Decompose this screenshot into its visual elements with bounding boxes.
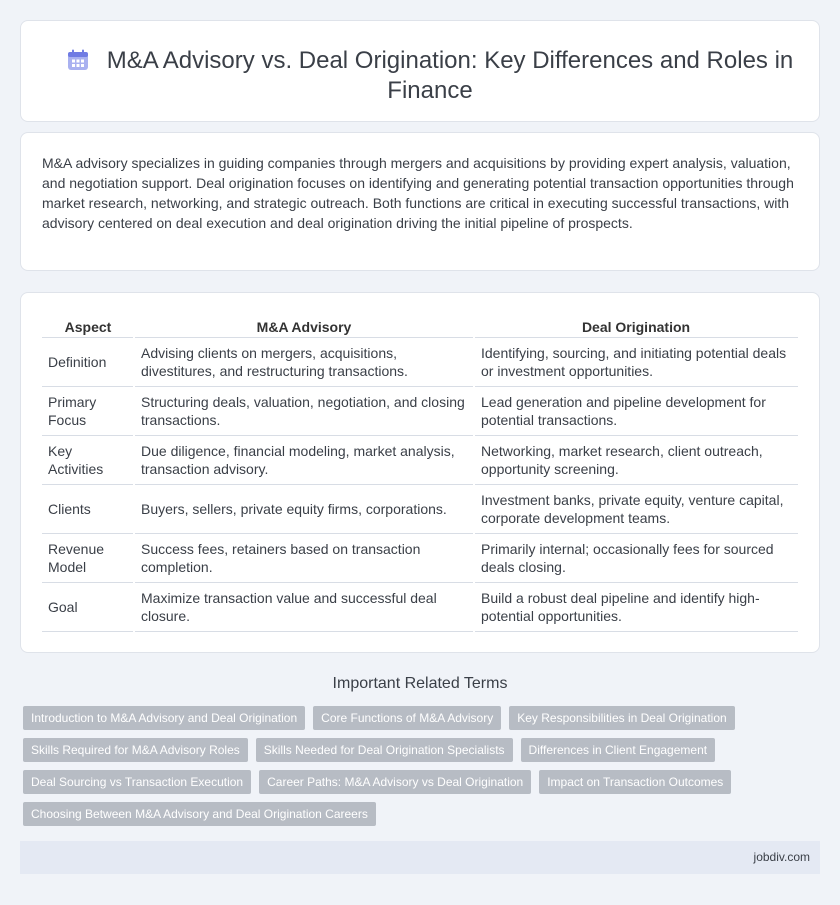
footer-site-link[interactable]: jobdiv.com [753, 850, 810, 864]
related-term-tag[interactable]: Deal Sourcing vs Transaction Execution [23, 770, 251, 794]
ma-advisory-cell: Buyers, sellers, private equity firms, corporations. [134, 484, 474, 533]
tag-row [23, 706, 813, 730]
column-header-ma-advisory: M&A Advisory [134, 313, 474, 337]
table-header-row [42, 313, 798, 337]
related-terms-tags [23, 706, 813, 834]
related-term-tag[interactable]: Differences in Client Engagement [521, 738, 716, 762]
related-term-tag[interactable]: Core Functions of M&A Advisory [313, 706, 501, 730]
table-row [42, 484, 798, 533]
aspect-cell: Key Activities [42, 435, 134, 484]
title-wrap [61, 46, 799, 106]
aspect-cell: Primary Focus [42, 386, 134, 435]
table-row [42, 582, 798, 631]
comparison-table [42, 313, 798, 632]
intro-paragraph: M&A advisory specializes in guiding companies through mergers and acquisitions by providing expert analysis, valuation, and negotiation support. Deal origination focuses on identifying and generating potential transaction opportunities through market research, networking, and strategic outreach. Both functions are critical in executing successful transactions, with advisory centered on deal execution and deal origination driving the initial pipeline of prospects. [42, 155, 794, 231]
related-term-tag[interactable]: Career Paths: M&A Advisory vs Deal Origination [259, 770, 531, 794]
column-header-deal-origination: Deal Origination [474, 313, 798, 337]
deal-origination-cell: Investment banks, private equity, venture capital, corporate development teams. [474, 484, 798, 533]
deal-origination-cell: Primarily internal; occasionally fees for sourced deals closing. [474, 533, 798, 582]
table-row [42, 386, 798, 435]
tag-row [23, 770, 813, 794]
ma-advisory-cell: Success fees, retainers based on transaction completion. [134, 533, 474, 582]
related-term-tag[interactable]: Impact on Transaction Outcomes [539, 770, 731, 794]
column-header-aspect: Aspect [42, 313, 134, 337]
page-title: M&A Advisory vs. Deal Origination: Key Differences and Roles in Finance [106, 47, 794, 104]
related-term-tag[interactable]: Skills Required for M&A Advisory Roles [23, 738, 248, 762]
related-term-tag[interactable]: Introduction to M&A Advisory and Deal Origination [23, 706, 305, 730]
aspect-cell: Revenue Model [42, 533, 134, 582]
ma-advisory-cell: Structuring deals, valuation, negotiation, and closing transactions. [134, 386, 474, 435]
table-row [42, 533, 798, 582]
related-term-tag[interactable]: Choosing Between M&A Advisory and Deal Origination Careers [23, 802, 376, 826]
ma-advisory-cell: Maximize transaction value and successful deal closure. [134, 582, 474, 631]
intro-card [20, 132, 820, 271]
deal-origination-cell: Build a robust deal pipeline and identify high-potential opportunities. [474, 582, 798, 631]
ma-advisory-cell: Advising clients on mergers, acquisitions, divestitures, and restructuring transactions. [134, 337, 474, 386]
header-card [20, 20, 820, 122]
related-terms-heading: Important Related Terms [332, 675, 508, 692]
calendar-grid-icon [67, 49, 89, 71]
aspect-cell: Goal [42, 582, 134, 631]
tag-row [23, 802, 813, 826]
aspect-cell: Definition [42, 337, 134, 386]
table-row [42, 435, 798, 484]
footer [20, 841, 820, 874]
comparison-card [20, 292, 820, 653]
ma-advisory-cell: Due diligence, financial modeling, market analysis, transaction advisory. [134, 435, 474, 484]
deal-origination-cell: Networking, market research, client outreach, opportunity screening. [474, 435, 798, 484]
table-row [42, 337, 798, 386]
tag-row [23, 738, 813, 762]
aspect-cell: Clients [42, 484, 134, 533]
related-term-tag[interactable]: Key Responsibilities in Deal Origination [509, 706, 734, 730]
deal-origination-cell: Lead generation and pipeline development for potential transactions. [474, 386, 798, 435]
deal-origination-cell: Identifying, sourcing, and initiating potential deals or investment opportunities. [474, 337, 798, 386]
related-term-tag[interactable]: Skills Needed for Deal Origination Specialists [256, 738, 513, 762]
